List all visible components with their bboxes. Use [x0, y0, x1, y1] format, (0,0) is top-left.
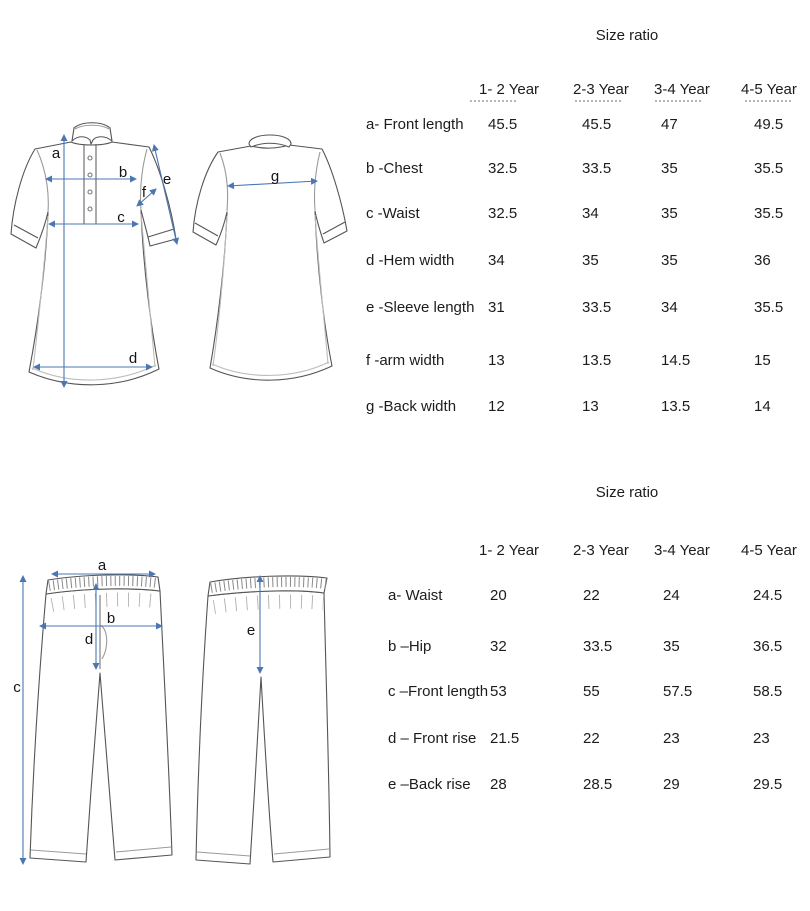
measure-label-d: d	[84, 631, 94, 648]
row-label: e -Sleeve length	[366, 299, 475, 316]
value-cell: 29.5	[753, 776, 783, 793]
table-row	[0, 730, 810, 750]
table-row	[0, 683, 810, 703]
row-label: d -Hem width	[366, 252, 455, 269]
pants-table-header-row	[0, 542, 810, 562]
value-cell: 45.5	[582, 116, 612, 133]
value-cell: 13	[488, 352, 505, 369]
measure-label-c: c	[13, 679, 21, 696]
value-cell: 53	[490, 683, 507, 700]
row-label: c -Waist	[366, 205, 420, 222]
value-cell: 35	[661, 205, 678, 222]
value-cell: 14.5	[661, 352, 691, 369]
value-cell: 47	[661, 116, 678, 133]
column-header: 4-5 Year	[741, 81, 797, 98]
value-cell: 36.5	[753, 638, 783, 655]
measure-label-d: d	[128, 350, 138, 367]
table-row	[0, 776, 810, 796]
value-cell: 35.5	[754, 299, 784, 316]
value-cell: 35.5	[754, 160, 784, 177]
row-label: a- Front length	[366, 116, 464, 133]
value-cell: 33.5	[582, 299, 612, 316]
value-cell: 28	[490, 776, 507, 793]
column-header: 2-3 Year	[573, 81, 629, 98]
row-label: d – Front rise	[388, 730, 477, 747]
value-cell: 55	[583, 683, 600, 700]
row-label: c –Front length	[388, 683, 489, 700]
value-cell: 32	[490, 638, 507, 655]
value-cell: 13.5	[661, 398, 691, 415]
value-cell: 13	[582, 398, 599, 415]
measure-label-e: e	[246, 622, 256, 639]
value-cell: 24.5	[753, 587, 783, 604]
value-cell: 32.5	[488, 160, 518, 177]
measure-label-g: g	[270, 168, 280, 185]
value-cell: 34	[488, 252, 505, 269]
row-label: a- Waist	[388, 587, 443, 604]
value-cell: 15	[754, 352, 771, 369]
row-label: f -arm width	[366, 352, 445, 369]
value-cell: 22	[583, 587, 600, 604]
column-header: 2-3 Year	[573, 542, 629, 559]
value-cell: 34	[582, 205, 599, 222]
column-header: 1- 2 Year	[479, 542, 540, 559]
value-cell: 32.5	[488, 205, 518, 222]
row-label: g -Back width	[366, 398, 457, 415]
value-cell: 33.5	[582, 160, 612, 177]
table-row	[0, 587, 810, 607]
column-header: 3-4 Year	[654, 81, 710, 98]
measure-label-a: a	[97, 557, 107, 574]
column-header: 3-4 Year	[654, 542, 710, 559]
value-cell: 24	[663, 587, 680, 604]
value-cell: 13.5	[582, 352, 612, 369]
value-cell: 35	[661, 160, 678, 177]
value-cell: 57.5	[663, 683, 693, 700]
value-cell: 29	[663, 776, 680, 793]
value-cell: 23	[753, 730, 770, 747]
value-cell: 49.5	[754, 116, 784, 133]
value-cell: 35	[661, 252, 678, 269]
value-cell: 35.5	[754, 205, 784, 222]
column-header: 1- 2 Year	[479, 81, 540, 98]
row-label: e –Back rise	[388, 776, 471, 793]
measure-label-b: b	[118, 164, 128, 181]
value-cell: 20	[490, 587, 507, 604]
value-cell: 35	[663, 638, 680, 655]
value-cell: 35	[582, 252, 599, 269]
value-cell: 28.5	[583, 776, 613, 793]
value-cell: 58.5	[753, 683, 783, 700]
value-cell: 31	[488, 299, 505, 316]
measure-label-a: a	[51, 145, 61, 162]
measure-label-f: f	[141, 184, 147, 201]
value-cell: 21.5	[490, 730, 520, 747]
row-label: b –Hip	[388, 638, 432, 655]
value-cell: 12	[488, 398, 505, 415]
value-cell: 45.5	[488, 116, 518, 133]
value-cell: 23	[663, 730, 680, 747]
table-row	[0, 638, 810, 658]
value-cell: 33.5	[583, 638, 613, 655]
value-cell: 36	[754, 252, 771, 269]
value-cell: 34	[661, 299, 678, 316]
measure-label-e: e	[162, 171, 172, 188]
value-cell: 14	[754, 398, 771, 415]
measure-label-b: b	[106, 610, 116, 627]
row-label: b -Chest	[366, 160, 423, 177]
kurta-table-title: Size ratio	[595, 27, 659, 44]
column-header: 4-5 Year	[741, 542, 797, 559]
measure-label-c: c	[117, 209, 125, 226]
pants-table-title: Size ratio	[595, 484, 659, 501]
value-cell: 22	[583, 730, 600, 747]
